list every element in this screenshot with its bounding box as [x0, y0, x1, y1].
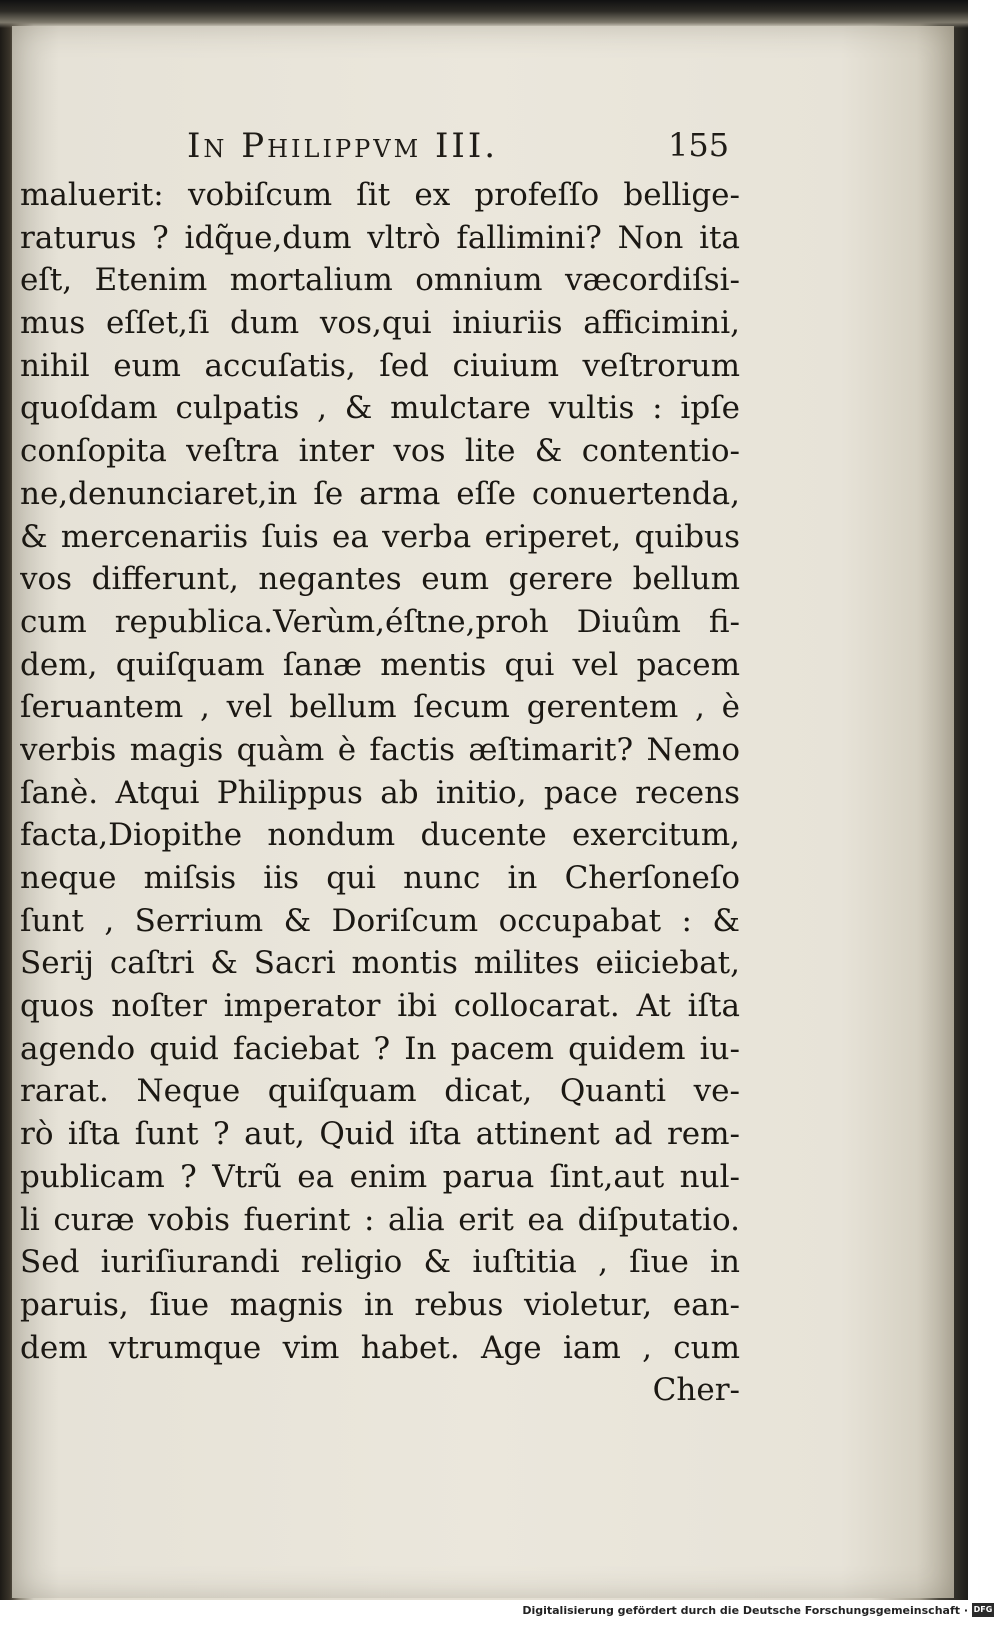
page-header [12, 126, 954, 170]
text-line: li curæ vobis fuerint : alia erit ea diſputatio. [20, 1201, 740, 1238]
text-line: rarat. Neque quiſquam dicat, Quanti ve- [20, 1073, 740, 1110]
text-line: verbis magis quàm è factis æſtimarit? Nemo [20, 731, 740, 768]
text-line: quos noſter imperator ibi collocarat. At iſta [20, 988, 740, 1025]
text-line: Serij caſtri & Sacri montis milites eiiciebat, [20, 945, 740, 982]
text-line: raturus ? idq̃ue,dum vltrò fallimini? Non ita [20, 219, 740, 256]
text-line: agendo quid faciebat ? In pacem quidem iu- [20, 1030, 740, 1067]
text-line: ſunt , Serrium & Doriſcum occupabat : & [20, 902, 740, 939]
running-head: In Philippvm III. [187, 126, 499, 166]
text-line: & mercenariis ſuis ea verba eriperet, quibus [20, 518, 740, 555]
text-line: rò iſta ſunt ? aut, Quid iſta attinent ad rem- [20, 1116, 740, 1153]
catchword: Cher- [652, 1372, 740, 1409]
text-line: quoſdam culpatis , & mulctare vultis : ipſe [20, 390, 740, 427]
text-line: vos differunt, negantes eum gerere bellum [20, 561, 740, 598]
page-number: 155 [668, 126, 730, 164]
text-line: publicam ? Vtrũ ea enim parua ſint,aut nul- [20, 1158, 740, 1195]
text-line: maluerit: vobiſcum ſit ex profeſſo bellige- [20, 177, 740, 213]
text-line: facta,Diopithe nondum ducente exercitum, [20, 817, 740, 854]
text-line: dem, quiſquam ſanæ mentis qui vel pacem [20, 646, 740, 683]
book-page [12, 26, 954, 1598]
digitization-footer [0, 1600, 1000, 1627]
text-line: mus eſſet,ſi dum vos,qui iniuriis afficimini, [20, 305, 740, 342]
text-line: ſeruantem , vel bellum ſecum gerentem , è [20, 689, 740, 726]
text-line: ne,denunciaret,in ſe arma eſſe conuertenda, [20, 475, 740, 512]
dfg-logo-icon: DFG [972, 1603, 994, 1617]
text-line: Sed iuriſiurandi religio & iuſtitia , ſiue in [20, 1244, 740, 1281]
text-line: cum republica.Verùm,éſtne,proh Diuûm fi- [20, 603, 740, 640]
text-line: dem vtrumque vim habet. Age iam , cum [20, 1329, 740, 1366]
text-line: neque miſsis iis qui nunc in Cherſoneſo [20, 860, 740, 896]
scan-top-edge [0, 0, 968, 28]
text-line: paruis, ſiue magnis in rebus violetur, ean- [20, 1286, 740, 1323]
text-line: conſopita veſtra inter vos lite & contentio- [20, 433, 740, 470]
funding-credit: Digitalisierung gefördert durch die Deutsche Forschungsgemeinschaft · [522, 1604, 968, 1617]
text-line: nihil eum accuſatis, ſed ciuium veſtrorum [20, 347, 740, 384]
text-line: ſanè. Atqui Philippus ab initio, pace recens [20, 774, 740, 811]
text-line: eſt, Etenim mortalium omnium væcordiſsi- [20, 262, 740, 299]
body-text [20, 174, 740, 1412]
